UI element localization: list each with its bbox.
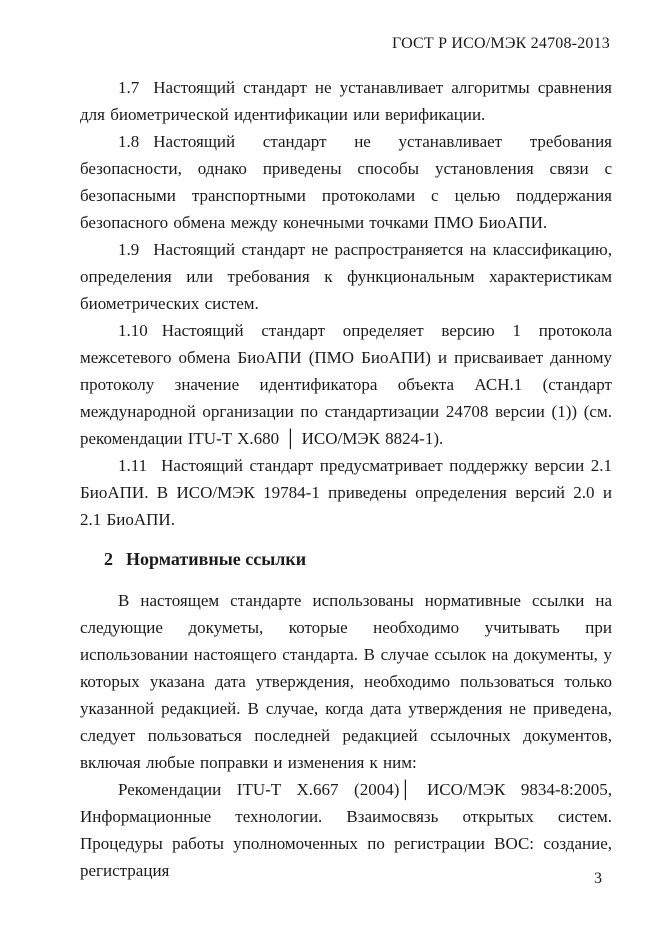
clause-1-7 bbox=[80, 74, 612, 128]
clause-1-10 bbox=[80, 317, 612, 452]
clause-1-11-number: 1.11 bbox=[118, 456, 148, 475]
section-intro-text: В настоящем стандарте использованы нормативные ссылки на следующие докуметы, которые необходимо учитывать при использовании настоящего стандарта. В случае ссылок на документы, у которых указана дата утверждения, необходимо пользоваться только указанной редакцией. В случае, когда дата утверждения не приведена, следует пользоваться последней редакцией ссылочных документов, включая любые поправки и изменения к ним: bbox=[80, 591, 612, 772]
clause-1-10-text: Настоящий стандарт определяет версию 1 протокола межсетевого обмена БиоАПИ (ПМО БиоАПИ) и присваивает данному протоколу значение идентификатора объекта АСН.1 (стандарт международной организации по стандартизации 24708 версии (1)) (см. рекомендации ITU-T X.680 │ ИСО/МЭК 8824-1). bbox=[80, 321, 612, 448]
clause-1-10-number: 1.10 bbox=[118, 321, 148, 340]
page-header bbox=[80, 34, 610, 54]
clause-1-9-number: 1.9 bbox=[118, 240, 140, 259]
clause-1-8-text: Настоящий стандарт не устанавливает требования безопасности, однако приведены способы установления связи с безопасными транспортными протоколами с целью поддержания безопасного обмена между конечными точками ПМО БиоАПИ. bbox=[80, 132, 612, 232]
clause-1-11-text: Настоящий стандарт предусматривает поддержку версии 2.1 БиоАПИ. В ИСО/МЭК 19784-1 приведены определения версий 2.0 и 2.1 БиоАПИ. bbox=[80, 456, 612, 529]
section-heading bbox=[80, 546, 612, 573]
section-intro-paragraph bbox=[80, 587, 612, 776]
page-number: 3 bbox=[594, 870, 602, 887]
document-body bbox=[80, 74, 612, 884]
clause-1-8-number: 1.8 bbox=[118, 132, 140, 151]
reference-paragraph bbox=[80, 776, 612, 884]
reference-text: Рекомендации ITU-T X.667 (2004)│ ИСО/МЭК 9834-8:2005, Информационные технологии. Взаимосвязь открытых систем. Процедуры работы уполномоченных по регистрации ВОС: создание, регистрация bbox=[80, 780, 612, 880]
clause-1-7-text: Настоящий стандарт не устанавливает алгоритмы сравнения для биометрической идентификации или верификации. bbox=[80, 78, 612, 124]
clause-1-9 bbox=[80, 236, 612, 317]
clause-1-7-number: 1.7 bbox=[118, 78, 140, 97]
section-number: 2 bbox=[104, 549, 113, 569]
clause-1-11 bbox=[80, 452, 612, 533]
clause-1-9-text: Настоящий стандарт не распространяется на классификацию, определения или требования к функциональным характеристикам биометрических систем. bbox=[80, 240, 612, 313]
clause-1-8 bbox=[80, 128, 612, 236]
document-code: ГОСТ Р ИСО/МЭК 24708-2013 bbox=[392, 35, 610, 52]
section-title: Нормативные ссылки bbox=[126, 549, 307, 569]
